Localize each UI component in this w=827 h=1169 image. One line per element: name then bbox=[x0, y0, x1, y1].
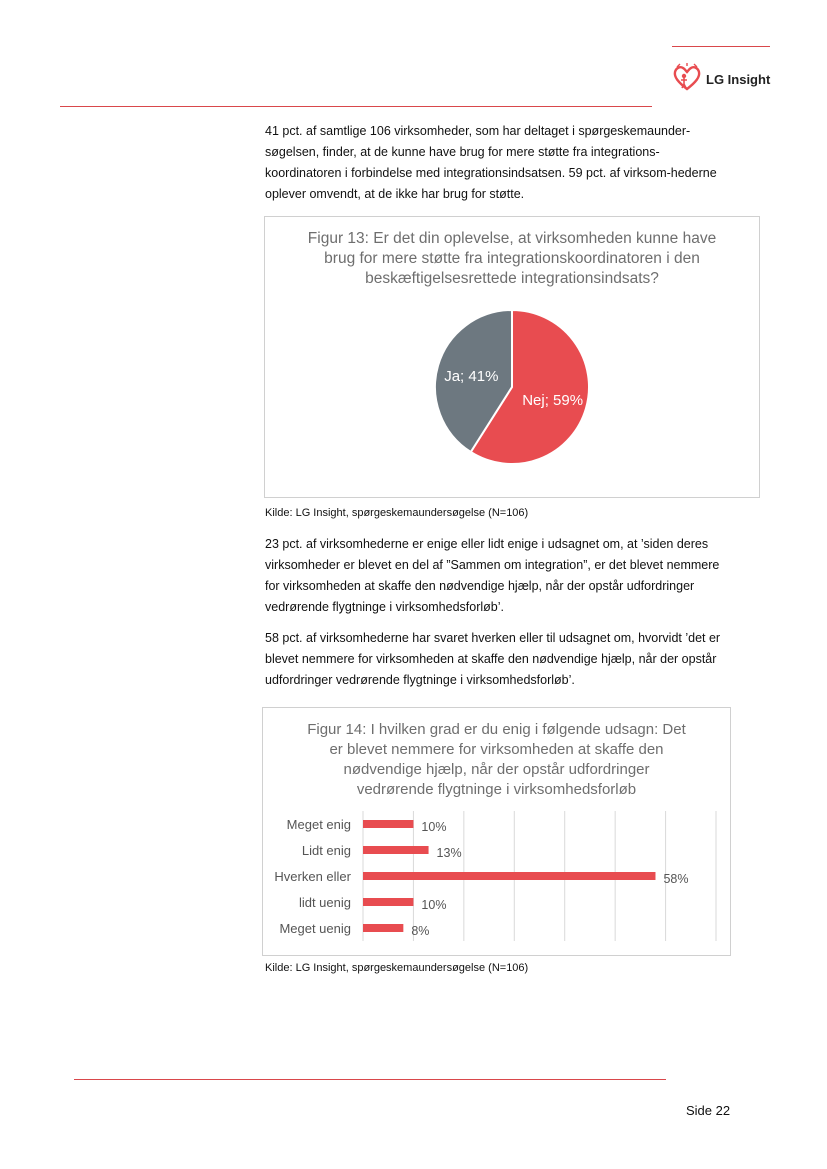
category-label: Meget uenig bbox=[279, 921, 351, 936]
category-label: lidt uenig bbox=[298, 895, 351, 910]
data-label: 13% bbox=[436, 846, 462, 860]
figure-13-title-line: Figur 13: Er det din oplevelse, at virksomheden kunne have bbox=[307, 230, 717, 247]
data-label: 10% bbox=[421, 898, 447, 912]
data-label: 10% bbox=[421, 820, 447, 834]
footer-rule bbox=[74, 1079, 666, 1080]
paragraph-1: 41 pct. af samtlige 106 virksomheder, som har deltaget i spørgeskemaunder-søgelsen, finder, at de kunne have brug for mere støtte fra integrations-koordinatoren i forbindelse med integrationsindsatsen. 59 pct. af virksom-hederne oplever omvendt, at de ikke har brug for støtte. bbox=[265, 124, 717, 201]
pie-label-ja: Ja; 41% bbox=[444, 368, 499, 386]
category-label: Hverken eller bbox=[274, 869, 351, 884]
category-label: Meget enig bbox=[286, 817, 351, 832]
pie-label-nej: Nej; 59% bbox=[522, 391, 584, 409]
bar-2 bbox=[363, 846, 429, 854]
data-label: 8% bbox=[411, 924, 430, 938]
header-rule-right bbox=[672, 46, 770, 47]
figure-13-source: Kilde: LG Insight, spørgeskemaundersøgelse (N=106) bbox=[265, 507, 529, 519]
pie-chart bbox=[265, 217, 759, 497]
logo bbox=[672, 64, 782, 94]
figure-14-title-line: Figur 14: I hvilken grad er du enig i følgende udsagn: Det bbox=[307, 721, 686, 738]
figure-14-box bbox=[262, 707, 731, 956]
bar-chart bbox=[263, 708, 730, 955]
figure-14-title-line: er blevet nemmere for virksomheden at skaffe den bbox=[329, 741, 664, 758]
figure-14-title-line: vedrørende flygtninge i virksomhedsforløb bbox=[356, 781, 637, 798]
page-number: Side 22 bbox=[686, 1103, 731, 1118]
bar-1 bbox=[363, 820, 413, 828]
figure-14-title-line: nødvendige hjælp, når der opstår udfordringer bbox=[343, 761, 650, 778]
header-rule-left bbox=[60, 106, 652, 107]
bar-3 bbox=[363, 872, 655, 880]
category-label: Lidt enig bbox=[301, 843, 351, 858]
paragraph-2: 23 pct. af virksomhederne er enige eller lidt enige i udsagnet om, at ’siden deres virksomheder er blevet en del af ”Sammen om integration”, er det blevet nemmere for virksomheden at skaffe den nødvendige hjælp, når der opstår udfordringer vedrørende flygtninge i virksomhedsforløb’. bbox=[265, 537, 720, 614]
bar-4 bbox=[363, 898, 413, 906]
logo-text: LG Insight bbox=[706, 71, 771, 87]
data-label: 58% bbox=[663, 872, 689, 886]
figure-13-box bbox=[264, 216, 760, 498]
lg-insight-logo-icon bbox=[672, 63, 702, 96]
paragraph-3: 58 pct. af virksomhederne har svaret hverken eller til udsagnet om, hvorvidt ’det er blevet nemmere for virksomheden at skaffe den nødvendige hjælp, når der opstår udfordringer vedrørende flygtninge i virksomhedsforløb’. bbox=[265, 631, 721, 687]
figure-14-source: Kilde: LG Insight, spørgeskemaundersøgelse (N=106) bbox=[265, 962, 529, 974]
figure-13-title-line: brug for mere støtte fra integrationskoordinatoren i den bbox=[324, 250, 700, 267]
bar-5 bbox=[363, 924, 403, 932]
figure-13-title-line: beskæftigelsesrettede integrationsindsats? bbox=[365, 270, 659, 287]
